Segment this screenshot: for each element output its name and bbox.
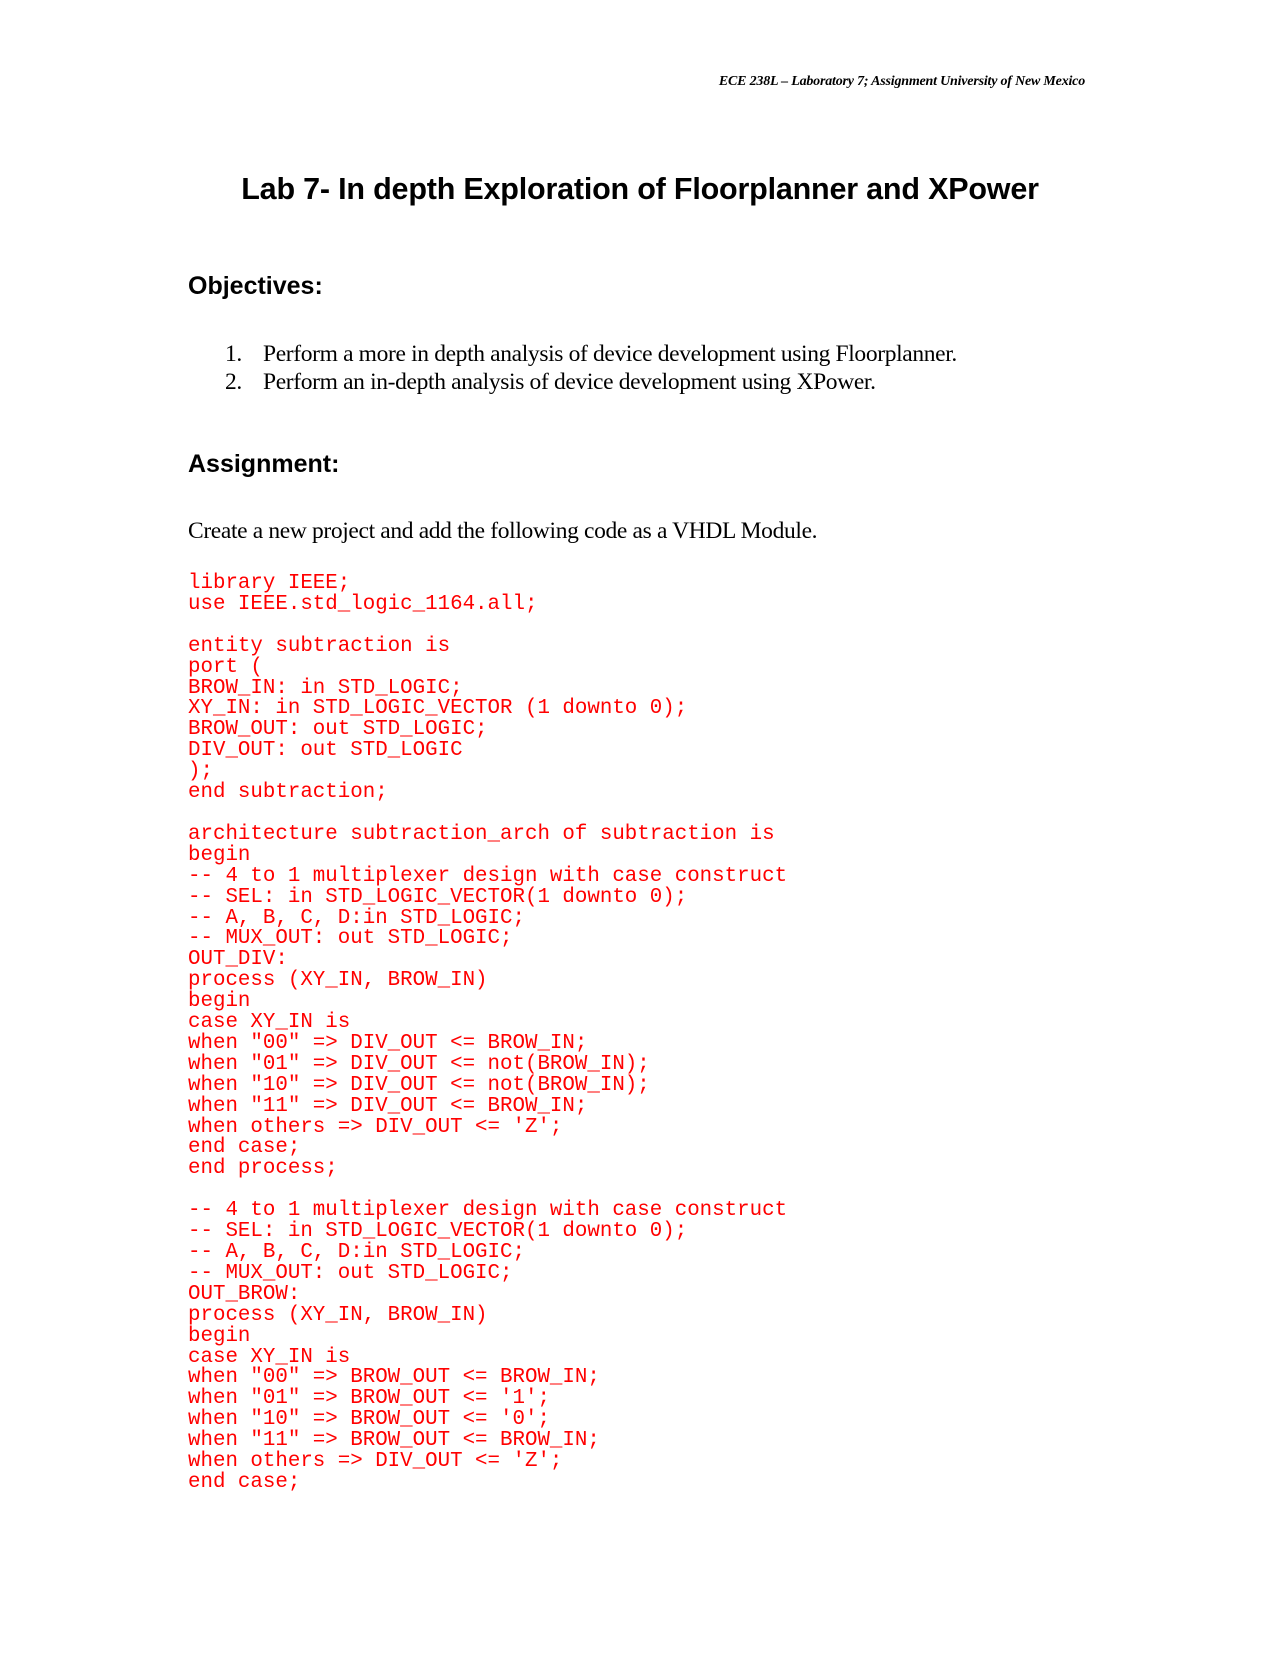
running-header: ECE 238L – Laboratory 7; Assignment University of New Mexico xyxy=(718,74,1085,89)
list-item-number: 1. xyxy=(225,341,242,367)
assignment-intro: Create a new project and add the following code as a VHDL Module. xyxy=(188,518,818,544)
assignment-heading: Assignment: xyxy=(188,450,340,478)
list-item-number: 2. xyxy=(225,369,242,395)
list-item-text: Perform a more in depth analysis of device development using Floorplanner. xyxy=(263,341,957,367)
list-item xyxy=(225,340,957,368)
document-title: Lab 7- In depth Exploration of Floorplanner and XPower xyxy=(241,172,1039,206)
list-item-text: Perform an in-depth analysis of device development using XPower. xyxy=(263,369,876,395)
objectives-list xyxy=(225,340,957,396)
vhdl-code-listing: library IEEE; use IEEE.std_logic_1164.all; entity subtraction is port ( BROW_IN: in STD_LOGIC; XY_IN: in STD_LOGIC_VECTOR (1 downto 0); BROW_OUT: out STD_LOGIC; DIV_OUT: out STD_LOGIC ); end subtraction; architecture subtraction_arch of subtraction is begin -- 4 to 1 multiplexer design with case construct -- SEL: in STD_LOGIC_VECTOR(1 downto 0); -- A, B, C, D:in STD_LOGIC; -- MUX_OUT: out STD_LOGIC; OUT_DIV: process (XY_IN, BROW_IN) begin case XY_IN is when "00" => DIV_OUT <= BROW_IN; when "01" => DIV_OUT <= not(BROW_IN); when "10" => DIV_OUT <= not(BROW_IN); when "11" => DIV_OUT <= BROW_IN; when others => DIV_OUT <= 'Z'; end case; end process; -- 4 to 1 multiplexer design with case construct -- SEL: in STD_LOGIC_VECTOR(1 downto 0); -- A, B, C, D:in STD_LOGIC; -- MUX_OUT: out STD_LOGIC; OUT_BROW: process (XY_IN, BROW_IN) begin case XY_IN is when "00" => BROW_OUT <= BROW_IN; when "01" => BROW_OUT <= '1'; when "10" => BROW_OUT <= '0'; when "11" => BROW_OUT <= BROW_IN; when others => DIV_OUT <= 'Z'; end case; xyxy=(188,572,788,1494)
list-item xyxy=(225,368,957,396)
objectives-heading: Objectives: xyxy=(188,272,323,300)
